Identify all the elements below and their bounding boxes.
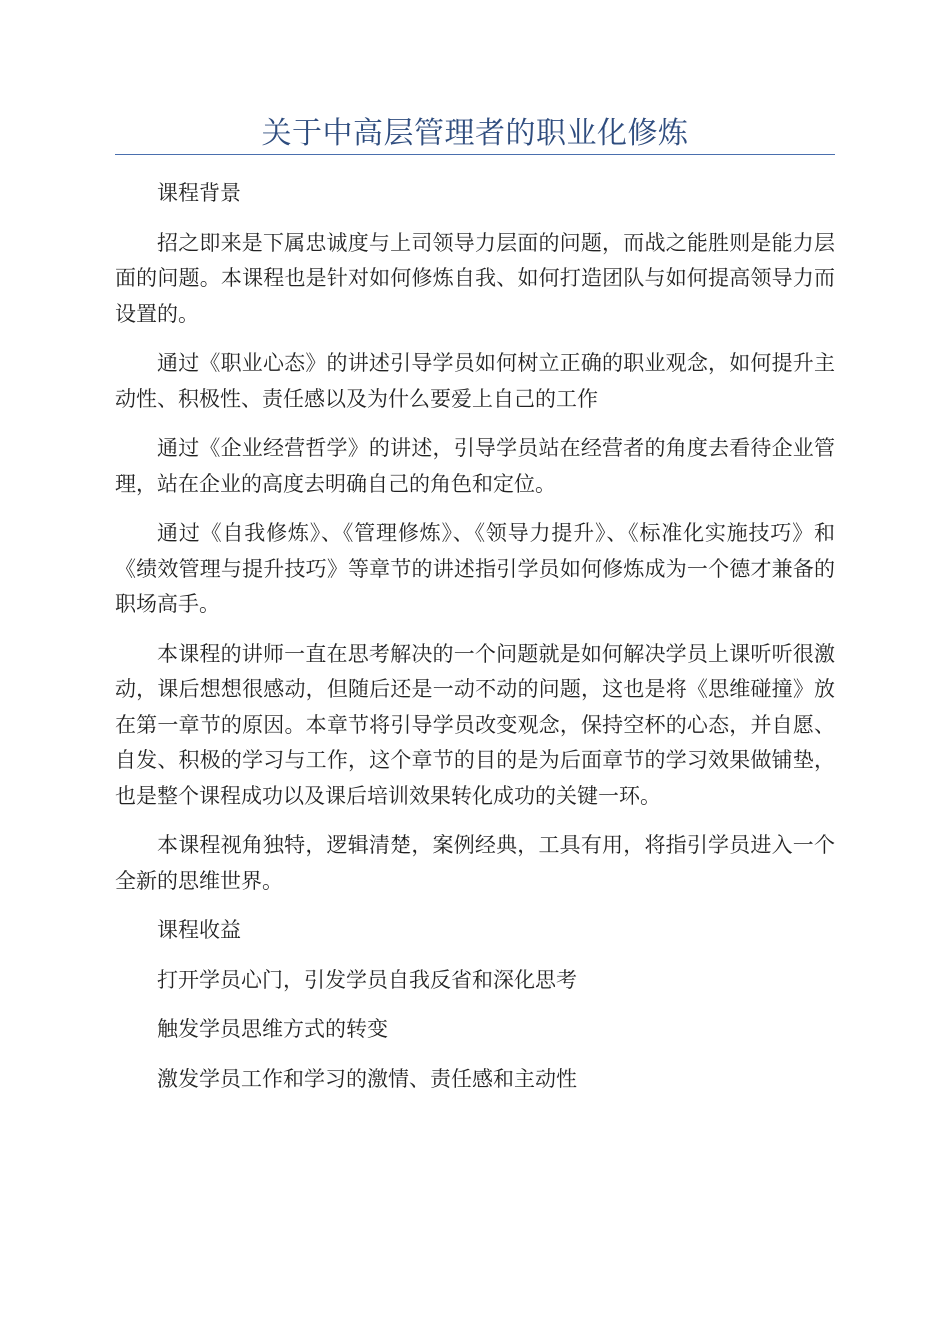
benefit-item: 打开学员心门，引发学员自我反省和深化思考: [157, 967, 577, 992]
section-heading-benefits: 课程收益: [157, 918, 241, 942]
title-underline: [115, 154, 835, 155]
benefit-item: 触发学员思维方式的转变: [157, 1017, 388, 1041]
paragraph: 通过《职业心态》的讲述引导学员如何树立正确的职业观念，如何提升主动性、积极性、责任感以及为什么要爱上自己的工作: [115, 351, 835, 411]
paragraph: 本课程的讲师一直在思考解决的一个问题就是如何解决学员上课听听很激动，课后想想很感动，但随后还是一动不动的问题，这也是将《思维碰撞》放在第一章节的原因。本章节将引导学员改变观念，保持空杯的心态，并自愿、自发、积极的学习与工作，这个章节的目的是为后面章节的学习效果做铺垫，也是整个课程成功以及课后培训效果转化成功的关键一环。: [115, 641, 835, 808]
paragraph: 本课程视角独特，逻辑清楚，案例经典，工具有用，将指引学员进入一个全新的思维世界。: [115, 833, 835, 893]
paragraph: 招之即来是下属忠诚度与上司领导力层面的问题，而战之能胜则是能力层面的问题。本课程也是针对如何修炼自我、如何打造团队与如何提高领导力而设置的。: [115, 230, 835, 326]
paragraph: 通过《自我修炼》、《管理修炼》、《领导力提升》、《标准化实施技巧》和《绩效管理与提升技巧》等章节的讲述指引学员如何修炼成为一个德才兼备的职场高手。: [115, 521, 835, 616]
document-body: [115, 176, 835, 1111]
paragraph: 通过《企业经营哲学》的讲述，引导学员站在经营者的角度去看待企业管理，站在企业的高度去明确自己的角色和定位。: [115, 436, 835, 496]
document-title: 关于中高层管理者的职业化修炼: [261, 116, 689, 151]
section-heading-background: 课程背景: [157, 181, 241, 205]
benefit-item: 激发学员工作和学习的激情、责任感和主动性: [157, 1066, 577, 1091]
